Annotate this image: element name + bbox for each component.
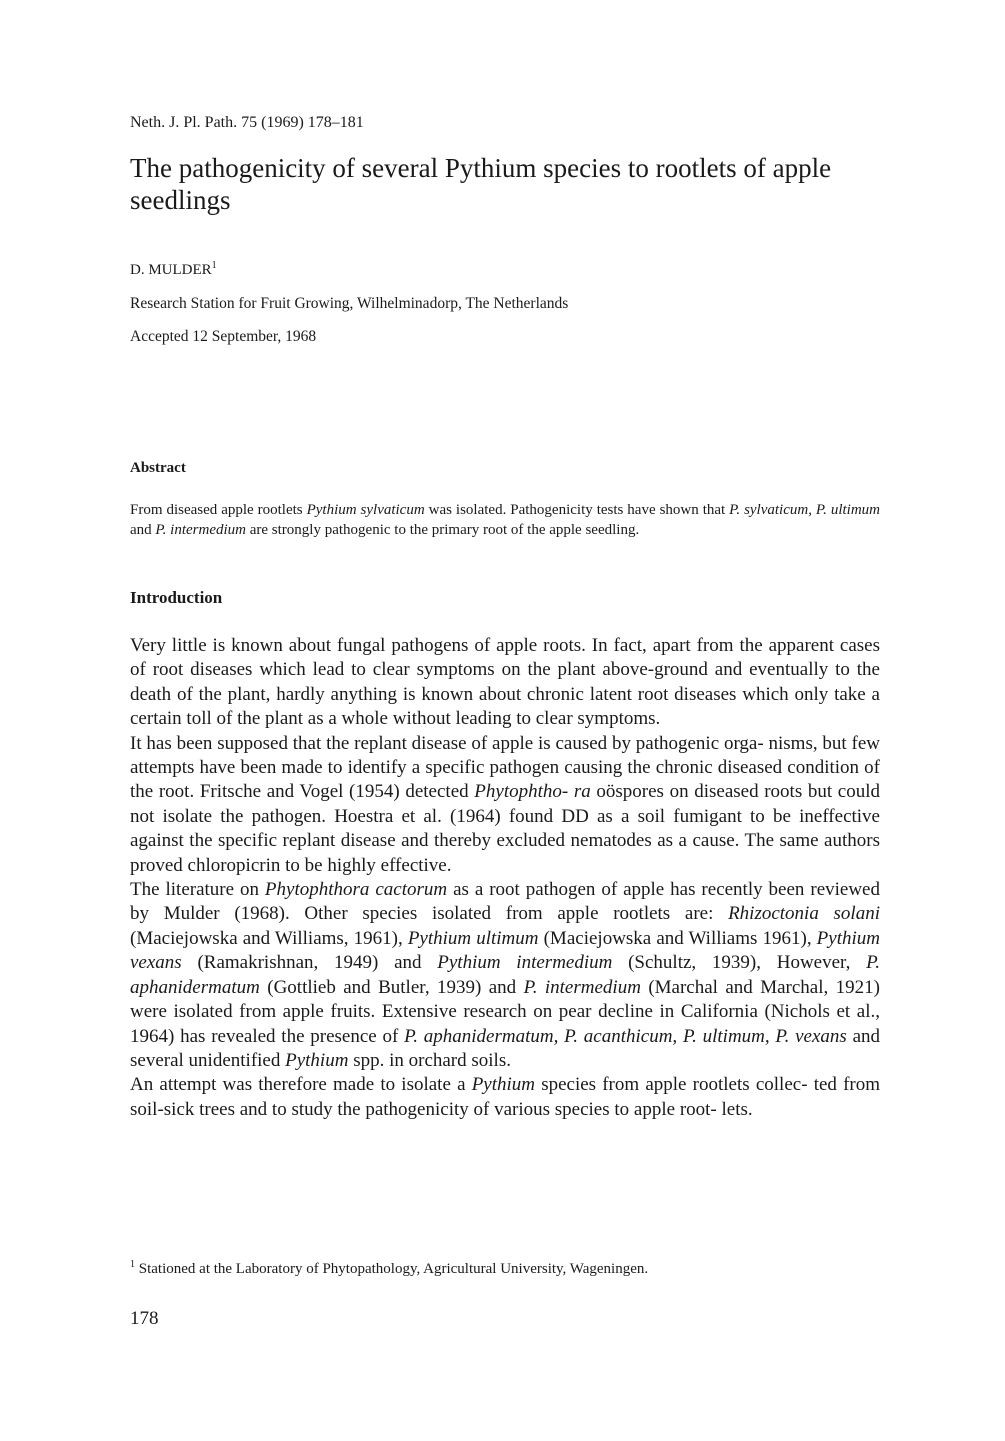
paper-title: The pathogenicity of several Pythium species to rootlets of apple seedlings xyxy=(130,153,832,215)
author-line xyxy=(130,262,217,279)
abstract-text: From diseased apple rootlets Pythium sylvaticum was isolated. Pathogenicity tests have shown that P. sylvaticum, P. ultimum and P. intermedium are strongly pathogenic to the primary root of the apple seedling. xyxy=(130,502,881,538)
paragraph-1: Very little is known about fungal pathogens of apple roots. In fact, apart from the apparent cases of root diseases which lead to clear symptoms on the plant above-ground and eventually to the death of the plant, hardly anything is known about chronic latent root diseases which only take a certain toll of the plant as a whole without leading to clear symptoms. xyxy=(130,635,880,730)
footnote-text: Stationed at the Laboratory of Phytopathology, Agricultural University, Wageningen. xyxy=(135,1261,649,1277)
footnote-mark: 1 xyxy=(130,1259,135,1270)
journal-citation: Neth. J. Pl. Path. 75 (1969) 178–181 xyxy=(130,114,364,131)
accepted-date: Accepted 12 September, 1968 xyxy=(130,328,317,345)
author-footnote-mark: 1 xyxy=(211,260,217,271)
paragraph-3: The literature on Phytophthora cactorum as a root pathogen of apple has recently been reviewed by Mulder (1968). Other species isolated from apple rootlets are: Rhizoctonia solani (Maciejowska and Williams, 1961), Pythium ultimum (Maciejowska and Williams 1961), Pythium vexans (Ramakrishnan, 1949) and Pythium intermedium (Schultz, 1939), However, P. aphanidermatum (Gottlieb and Butler, 1939) and P. intermedium (Marchal and Marchal, 1921) were isolated from apple fruits. Extensive research on pear decline in California (Nichols et al., 1964) has revealed the presence of P. aphanidermatum, P. acanthicum, P. ultimum, P. vexans and several unidentified Pythium spp. in orchard soils. xyxy=(130,879,881,1071)
abstract-heading: Abstract xyxy=(130,460,186,476)
paragraph-4: An attempt was therefore made to isolate a Pythium species from apple rootlets collec- ted from soil-sick trees and to study the pathogenicity of various species to apple root- lets. xyxy=(130,1074,881,1120)
footnote xyxy=(130,1261,648,1278)
introduction-body xyxy=(130,634,880,1122)
affiliation: Research Station for Fruit Growing, Wilhelminadorp, The Netherlands xyxy=(130,295,569,312)
introduction-heading: Introduction xyxy=(130,588,223,607)
author-name: D. MULDER xyxy=(130,262,212,278)
page-number: 178 xyxy=(130,1308,159,1329)
paragraph-2: It has been supposed that the replant disease of apple is caused by pathogenic orga- nisms, but few attempts have been made to identify a specific pathogen causing the chronic diseased condition of the root. Fritsche and Vogel (1954) detected Phytophtho- ra oöspores on diseased roots but could not isolate the pathogen. Hoestra et al. (1964) found DD as a soil fumigant to be ineffective against the specific replant disease and thereby excluded nematodes as a cause. The same authors proved chloropicrin to be highly effective. xyxy=(130,732,880,876)
